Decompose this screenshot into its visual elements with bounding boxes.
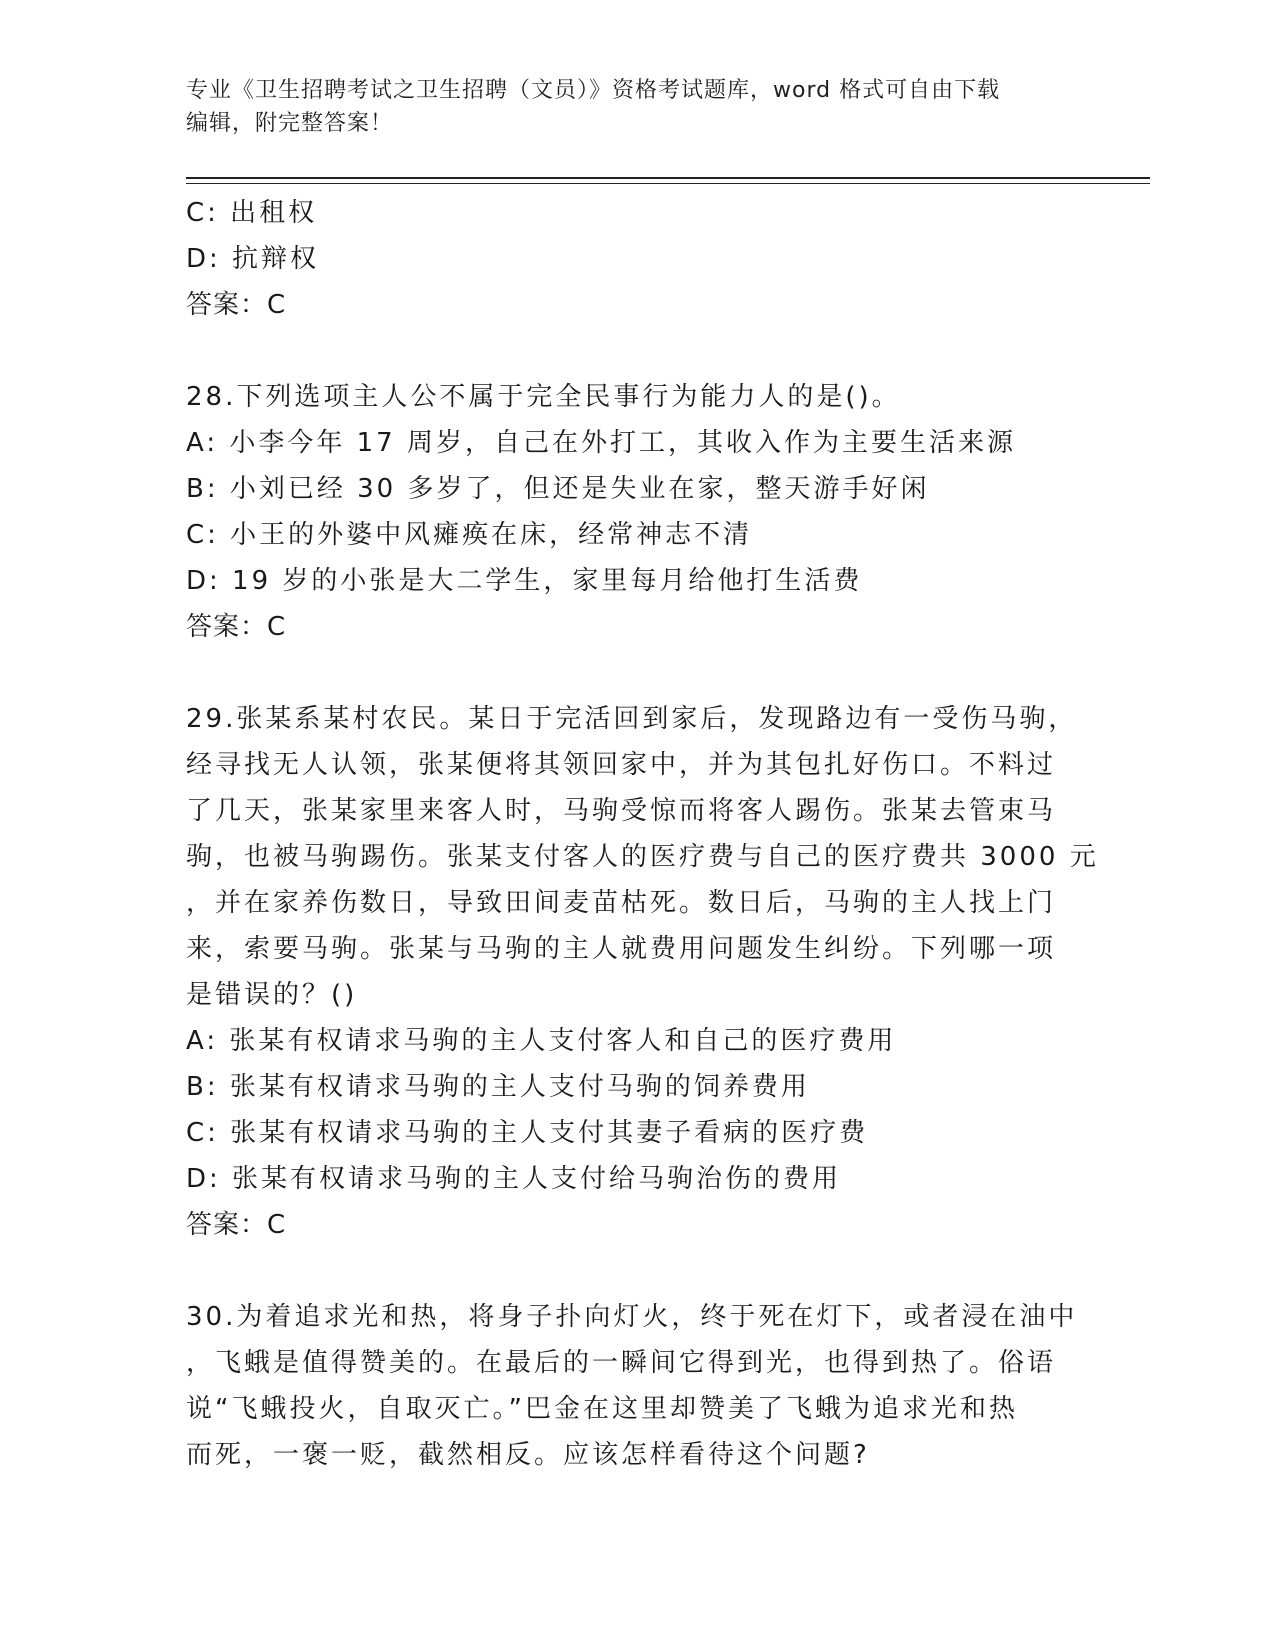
document-header [186,74,1076,140]
q29-option-c: C: 张某有权请求马驹的主人支付其妻子看病的医疗费 [186,1118,869,1148]
q30-text-line: 而死，一褒一贬，截然相反。应该怎样看待这个问题? [186,1440,870,1470]
q27-option-c: C: 出租权 [186,198,318,228]
header-divider-thin [186,183,1150,184]
q28-option-c: C: 小王的外婆中风瘫痪在床，经常神志不清 [186,520,753,550]
spacer [186,1248,1086,1294]
q30-text-line: 30.为着追求光和热，将身子扑向灯火，终于死在灯下，或者浸在油中 [186,1302,1078,1332]
q29-text-line: 来，索要马驹。张某与马驹的主人就费用问题发生纠纷。下列哪一项 [186,934,1057,964]
q28-option-b: B: 小刘已经 30 多岁了，但还是失业在家，整天游手好闲 [186,474,930,504]
q29-option-b: B: 张某有权请求马驹的主人支付马驹的饲养费用 [186,1072,810,1102]
q29-text-line: 驹，也被马驹踢伤。张某支付客人的医疗费与自己的医疗费共 3000 元 [186,842,1099,872]
question-28 [186,374,1086,650]
q28-option-d: D: 19 岁的小张是大二学生，家里每月给他打生活费 [186,566,863,596]
q28-text: 28.下列选项主人公不属于完全民事行为能力人的是()。 [186,382,901,412]
header-line-1: 专业《卫生招聘考试之卫生招聘（文员）》资格考试题库，word 格式可自由下载 [186,78,1001,103]
q27-option-d: D: 抗辩权 [186,244,320,274]
q29-text-line: 29.张某系某村农民。某日于完活回到家后，发现路边有一受伤马驹， [186,704,1078,734]
q28-answer: 答案：C [186,612,287,642]
header-divider-thick [186,177,1150,179]
q30-text-line: ，飞蛾是值得赞美的。在最后的一瞬间它得到光，也得到热了。俗语 [186,1348,1057,1378]
q29-text-line: 了几天，张某家里来客人时，马驹受惊而将客人踢伤。张某去管束马 [186,796,1057,826]
q28-option-a: A: 小李今年 17 周岁，自己在外打工，其收入作为主要生活来源 [186,428,1016,458]
q29-option-d: D: 张某有权请求马驹的主人支付给马驹治伤的费用 [186,1164,842,1194]
q30-text-line: 说“飞蛾投火，自取灭亡。”巴金在这里却赞美了飞蛾为追求光和热 [186,1394,1018,1424]
q29-text-line: ，并在家养伤数日，导致田间麦苗枯死。数日后，马驹的主人找上门 [186,888,1057,918]
q30-text [186,1294,1086,1478]
q29-text-line: 是错误的？() [186,980,358,1010]
q29-answer: 答案：C [186,1210,287,1240]
q29-text [186,696,1099,1018]
q29-option-a: A: 张某有权请求马驹的主人支付客人和自己的医疗费用 [186,1026,897,1056]
q27-answer: 答案：C [186,290,287,320]
question-27-tail [186,190,1086,328]
question-30 [186,1294,1086,1478]
spacer [186,328,1086,374]
header-line-2: 编辑，附完整答案！ [186,111,394,136]
q29-text-line: 经寻找无人认领，张某便将其领回家中，并为其包扎好伤口。不料过 [186,750,1057,780]
spacer [186,650,1086,696]
question-29 [186,696,1099,1248]
question-list [186,190,1099,1478]
